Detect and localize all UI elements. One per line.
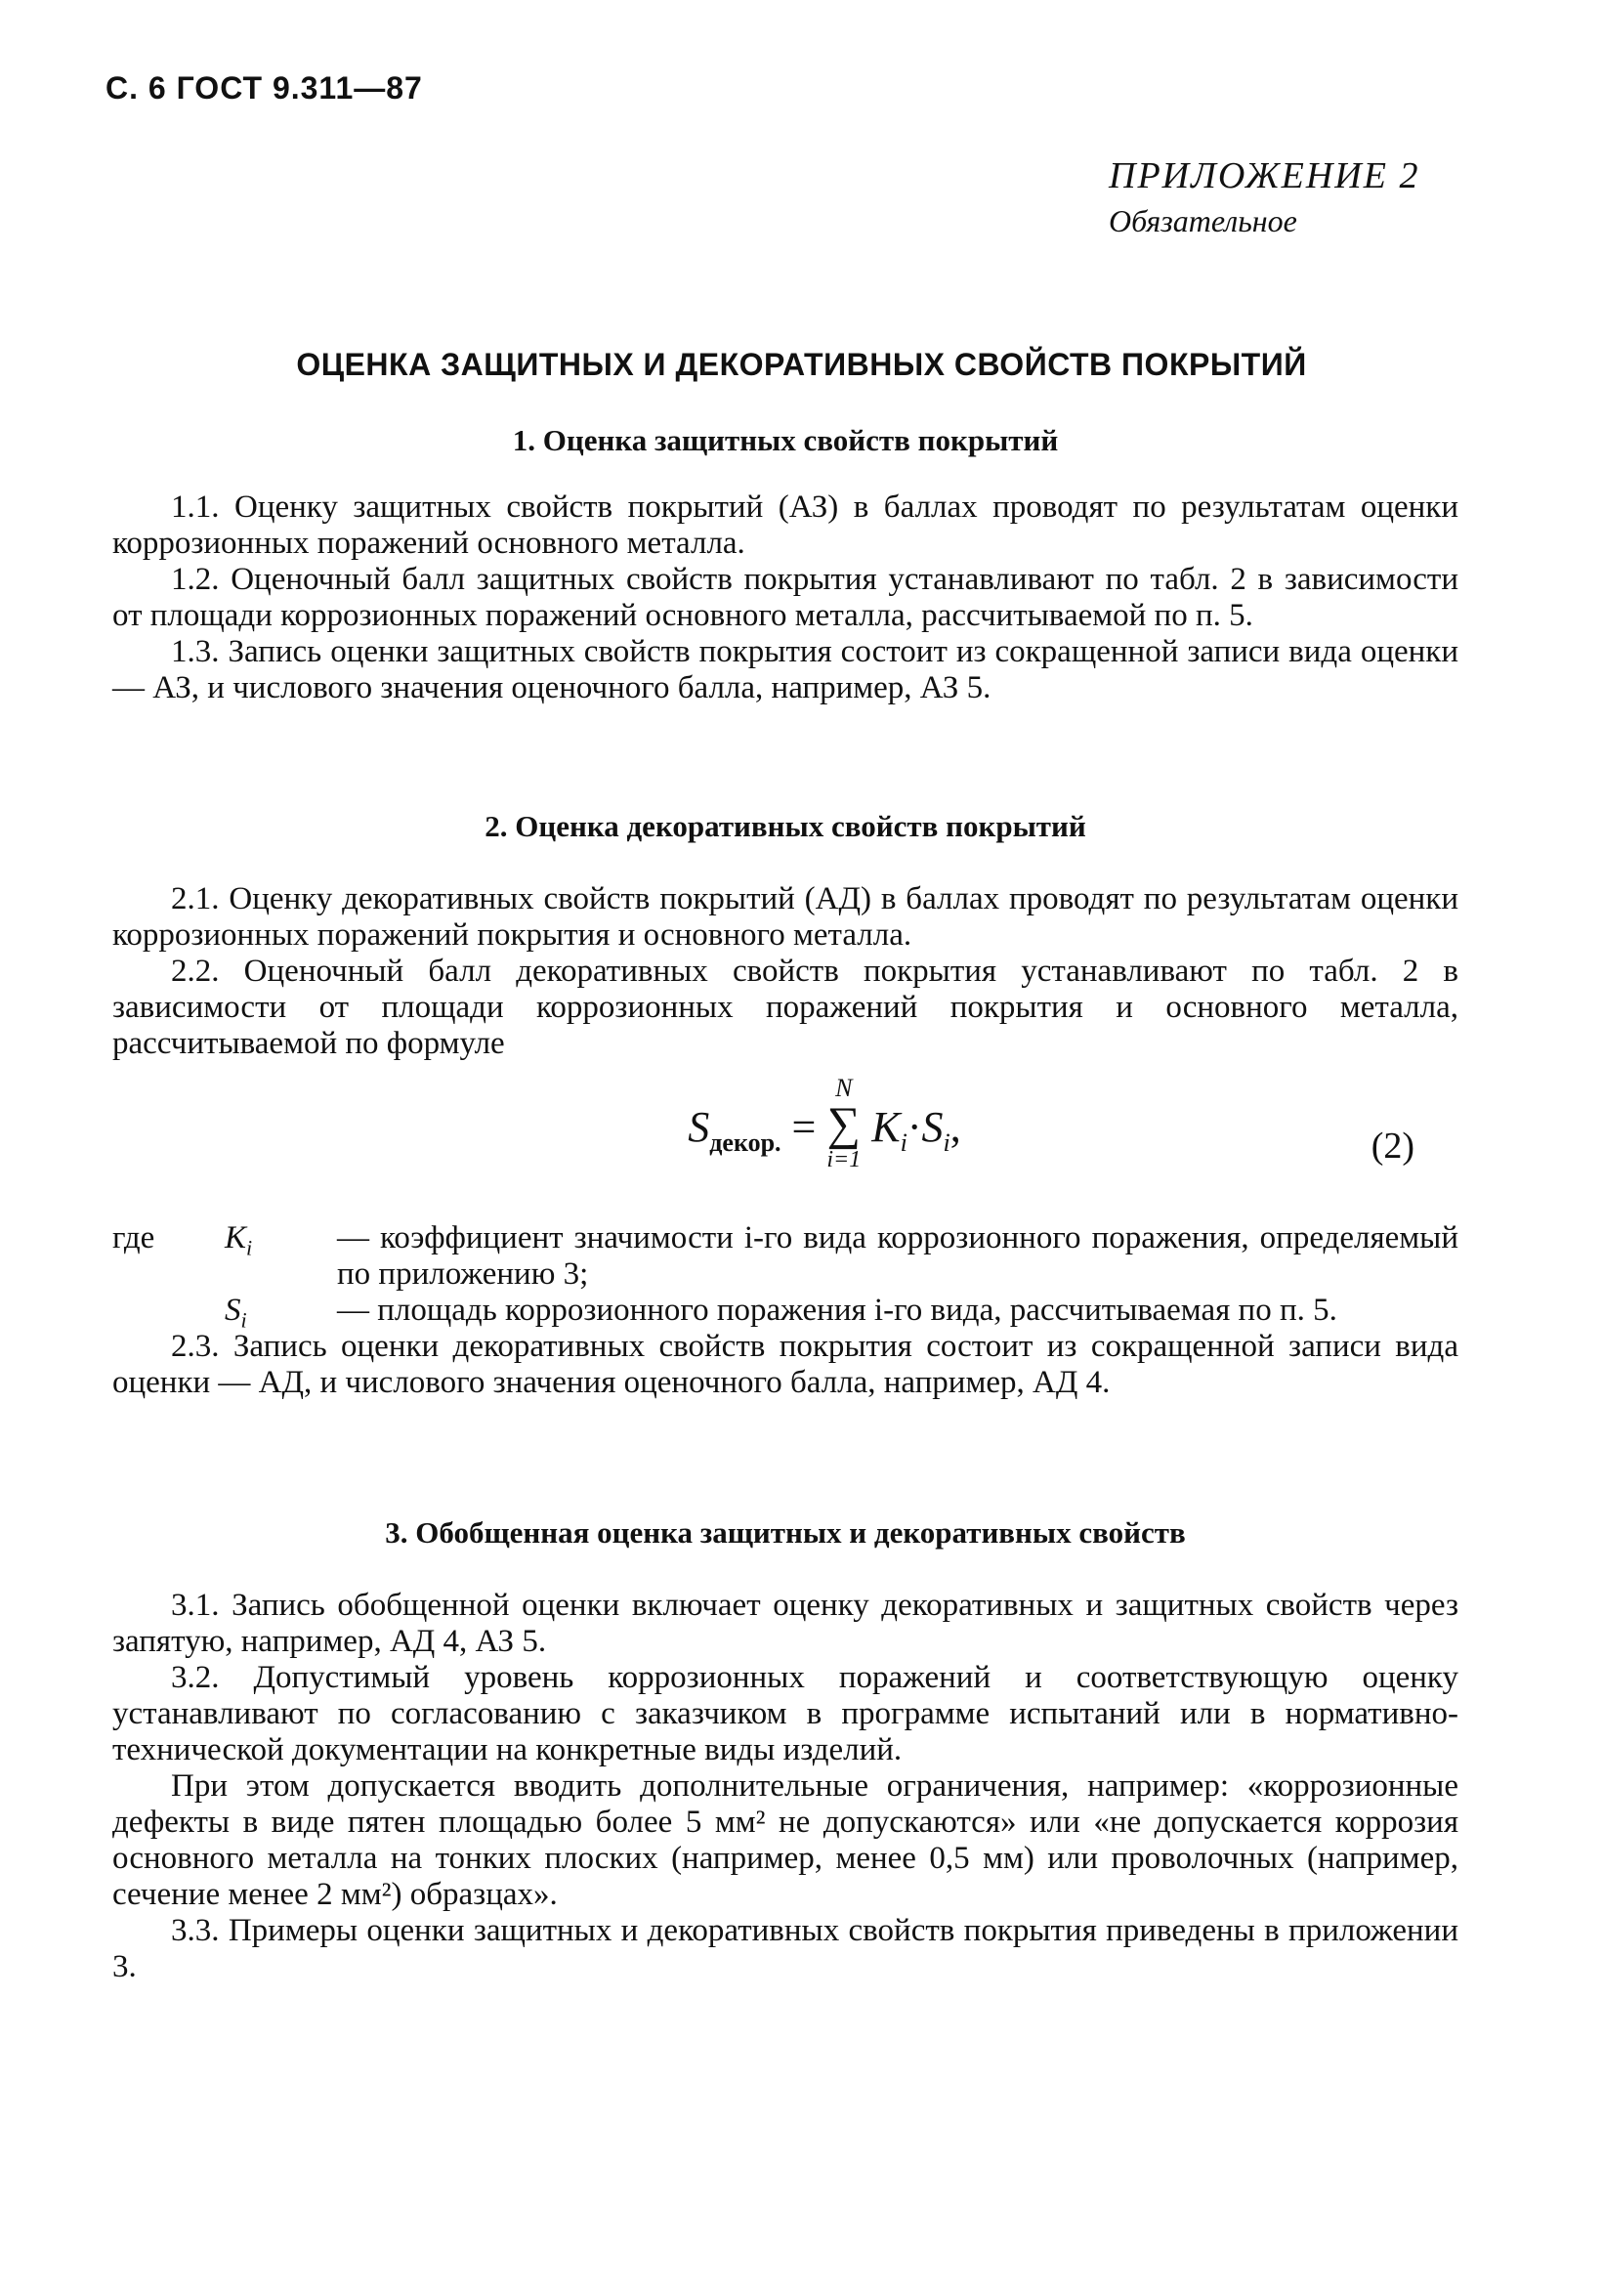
where-item bbox=[112, 1293, 1458, 1333]
appendix-title: ПРИЛОЖЕНИЕ 2 bbox=[1109, 155, 1420, 196]
paragraph: 3.2. Допустимый уровень коррозионных поражений и соответствующую оценку устанавливают по согласованию с заказчиком в программе испытаний или в нормативно-технической документации на конкретные виды изделий. bbox=[112, 1660, 1458, 1767]
paragraph: 1.2. Оценочный балл защитных свойств покрытия устанавливают по табл. 2 в зависимости от площади коррозионных поражений основного металла, рассчитываемой по п. 5. bbox=[112, 562, 1458, 633]
where-definition: — площадь коррозионного поражения i-го вида, рассчитываемая по п. 5. bbox=[337, 1293, 1337, 1328]
formula-s-subscript: i bbox=[943, 1127, 950, 1157]
where-symbol: $S_i$ bbox=[225, 1293, 247, 1333]
paragraph: 1.3. Запись оценки защитных свойств покрытия состоит из сокращенной записи вида оценки — АЗ, и числового значения оценочного балла, например, АЗ 5. bbox=[112, 634, 1458, 705]
formula bbox=[112, 1074, 1458, 1201]
where-label: где bbox=[112, 1220, 155, 1255]
section-1 bbox=[112, 422, 1458, 706]
where-definition: — коэффициент значимости i-го вида коррозионного поражения, определяемый по приложению 3; bbox=[337, 1220, 1458, 1292]
section-title: 1. Оценка защитных свойств покрытий bbox=[512, 423, 1059, 457]
formula-sum bbox=[826, 1076, 861, 1171]
document-header: С. 6 ГОСТ 9.311—87 bbox=[105, 70, 423, 106]
main-title: ОЦЕНКА ЗАЩИТНЫХ И ДЕКОРАТИВНЫХ СВОЙСТВ ПОКРЫТИЙ bbox=[296, 347, 1307, 382]
formula-comma: , bbox=[949, 1103, 961, 1152]
section-title: 2. Оценка декоративных свойств покрытий bbox=[485, 809, 1086, 843]
paragraph: 2.2. Оценочный балл декоративных свойств покрытия устанавливают по табл. 2 в зависимости от площади коррозионных поражений покрытия и основного металла, рассчитываемой по формуле bbox=[112, 954, 1458, 1061]
formula-lhs: S bbox=[688, 1103, 710, 1152]
appendix-type: Обязательное bbox=[1109, 203, 1297, 238]
sum-lower-limit: i=1 bbox=[826, 1147, 862, 1172]
sum-symbol: ∑ bbox=[826, 1098, 861, 1150]
formula-k: K bbox=[871, 1103, 901, 1152]
paragraph: 3.1. Запись обобщенной оценки включает оценку декоративных и защитных свойств через запятую, например, АД 4, АЗ 5. bbox=[112, 1588, 1458, 1659]
formula-number: (2) bbox=[1371, 1126, 1414, 1167]
paragraph: 1.1. Оценку защитных свойств покрытий (АЗ) в баллах проводят по результатам оценки коррозионных поражений основного металла. bbox=[112, 489, 1458, 561]
paragraph: 2.1. Оценку декоративных свойств покрытий (АД) в баллах проводят по результатам оценки коррозионных поражений покрытия и основного металла. bbox=[112, 881, 1458, 953]
where-symbol: $K_i$ bbox=[225, 1220, 253, 1260]
formula-s: S bbox=[921, 1103, 944, 1152]
paragraph: 2.3. Запись оценки декоративных свойств покрытия состоит из сокращенной записи вида оценки — АД, и числового значения оценочного балла, например, АД 4. bbox=[112, 1329, 1458, 1400]
appendix-block bbox=[1109, 154, 1419, 239]
paragraph: При этом допускается вводить дополнительные ограничения, например: «коррозионные дефекты в виде пятен площадью более 5 мм² не допускаются» или «не допускается коррозия основного металла на тонких плоских (например, менее 0,5 мм) или проволочных (например, сечение менее 2 мм²) образцах». bbox=[112, 1768, 1458, 1912]
where-item bbox=[112, 1220, 1458, 1293]
section-title: 3. Обобщенная оценка защитных и декоративных свойств bbox=[385, 1515, 1186, 1550]
section-2 bbox=[112, 808, 1458, 1401]
formula-k-subscript: i bbox=[900, 1127, 907, 1157]
where-block bbox=[112, 1220, 1458, 1333]
section-3 bbox=[112, 1514, 1458, 1985]
formula-dot: · bbox=[907, 1103, 922, 1152]
paragraph: 3.3. Примеры оценки защитных и декоративных свойств покрытия приведены в приложении 3. bbox=[112, 1913, 1458, 1984]
formula-equals: = bbox=[791, 1103, 817, 1152]
sum-upper-limit: N bbox=[835, 1074, 853, 1102]
formula-lhs-subscript: декор. bbox=[709, 1127, 781, 1157]
